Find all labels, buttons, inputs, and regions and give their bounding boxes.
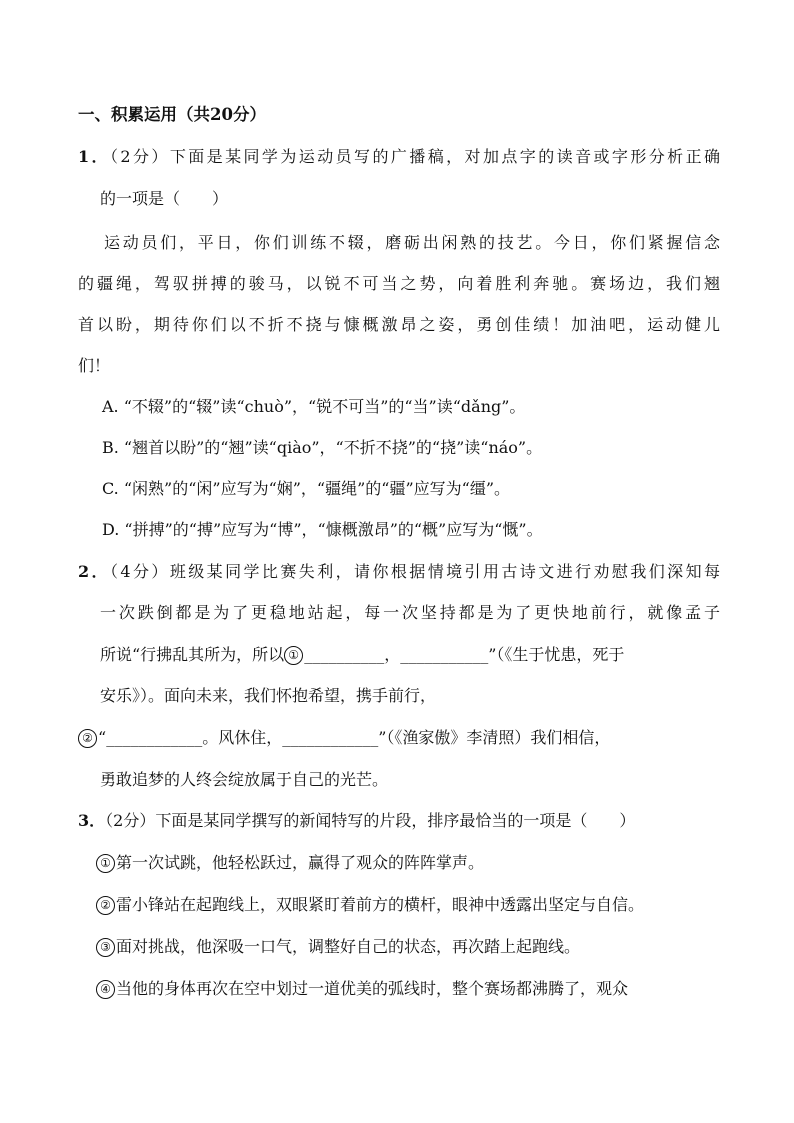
question-2-number: 2．	[78, 562, 110, 581]
option-a[interactable]: A. “不辍”的“辍”读“chuò”，“锐不可当”的“当”读“dǎng”。	[102, 397, 526, 416]
blank-2[interactable]: ___________	[400, 645, 489, 664]
option-b[interactable]: B. “翘首以盼”的“翘”读“qiào”，“不折不挠”的“挠”读“náo”。	[102, 438, 543, 457]
sentence-3	[96, 936, 580, 958]
question-2-line-4: 安乐》）。面向未来，我们怀抱希望，携手前行，	[100, 686, 437, 705]
blank-marker-2: ②	[78, 729, 97, 748]
question-1-stem-line-1: （2分）下面是某同学为运动员写的广播稿，对加点字的读音或字形分析正确	[109, 147, 720, 166]
question-2-stem-line-1: （4分）班级某同学比赛失利，请你根据情境引用古诗文进行劝慰我们深知每	[109, 562, 720, 581]
question-2-line-5-text: 。风休住，	[202, 728, 283, 747]
question-2-line-1	[78, 561, 720, 583]
question-3-line-1	[78, 810, 635, 832]
sentence-marker-2: ②	[96, 896, 115, 915]
question-2-line-5	[78, 727, 610, 749]
open-quote: “	[98, 728, 107, 747]
sentence-1-text: 第一次试跳，他轻松跃过，赢得了观众的阵阵掌声。	[116, 853, 485, 872]
sentence-marker-4: ④	[96, 980, 115, 999]
passage-line-4: 们！	[78, 356, 111, 375]
question-3-stem: （2分）下面是某同学撰写的新闻特写的片段，排序最恰当的一项是（ ）	[105, 811, 636, 830]
blank-marker-1: ①	[284, 646, 303, 665]
sentence-marker-3: ③	[96, 938, 115, 957]
question-3-number: 3．	[78, 811, 106, 830]
option-d[interactable]: D. “拼搏”的“搏”应写为“博”，“慷概激昂”的“概”应写为“慨”。	[102, 520, 543, 539]
sentence-4	[96, 978, 628, 1000]
question-2-line-2: 一次跌倒都是为了更稳地站起，每一次坚持都是为了更快地前行，就像孟子	[100, 603, 720, 622]
sentence-1	[96, 852, 484, 874]
passage-line-3: 首以盼，期待你们以不折不挠与慷概激昂之姿，勇创佳绩！加油吧，运动健儿	[78, 315, 720, 334]
section-title: 一、积累运用（共20分）	[78, 105, 266, 124]
sentence-3-text: 面对挑战，他深吸一口气，调整好自己的状态，再次踏上起跑线。	[116, 937, 581, 956]
option-c[interactable]: C. “闲熟”的“闲”应写为“娴”，“疆绳”的“疆”应写为“缰”。	[102, 479, 511, 498]
blank-4[interactable]: ____________	[282, 728, 379, 747]
question-2-line-5-source: ”（《渔家傲》李清照）我们相信，	[378, 728, 611, 747]
question-2-line-3-text: 所说“行拂乱其所为，所以	[100, 645, 285, 664]
blank-1[interactable]: __________	[304, 645, 385, 664]
question-2-line-3-source: ”（《生于忧患，死于	[488, 645, 625, 664]
sentence-2	[96, 894, 644, 916]
sentence-4-text: 当他的身体再次在空中划过一道优美的弧线时，整个赛场都沸腾了，观众	[116, 979, 629, 998]
passage-line-2: 的疆绳，驾驭拼搏的骏马，以锐不可当之势，向着胜利奔驰。赛场边，我们翘	[78, 274, 720, 293]
question-1-line-1	[78, 146, 720, 168]
question-2-line-6: 勇敢追梦的人终会绽放属于自己的光芒。	[100, 770, 389, 789]
question-1-stem-line-2: 的一项是（ ）	[100, 189, 229, 208]
question-1-number: 1．	[78, 147, 110, 166]
sentence-2-text: 雷小锋站在起跑线上，双眼紧盯着前方的横杆，眼神中透露出坚定与自信。	[116, 895, 645, 914]
question-2-line-3	[100, 644, 624, 666]
passage-line-1: 运动员们，平日，你们训练不辍，磨砺出闲熟的技艺。今日，你们紧握信念	[104, 233, 720, 252]
separator: ，	[384, 645, 401, 664]
blank-3[interactable]: ____________	[106, 728, 203, 747]
sentence-marker-1: ①	[96, 854, 115, 873]
